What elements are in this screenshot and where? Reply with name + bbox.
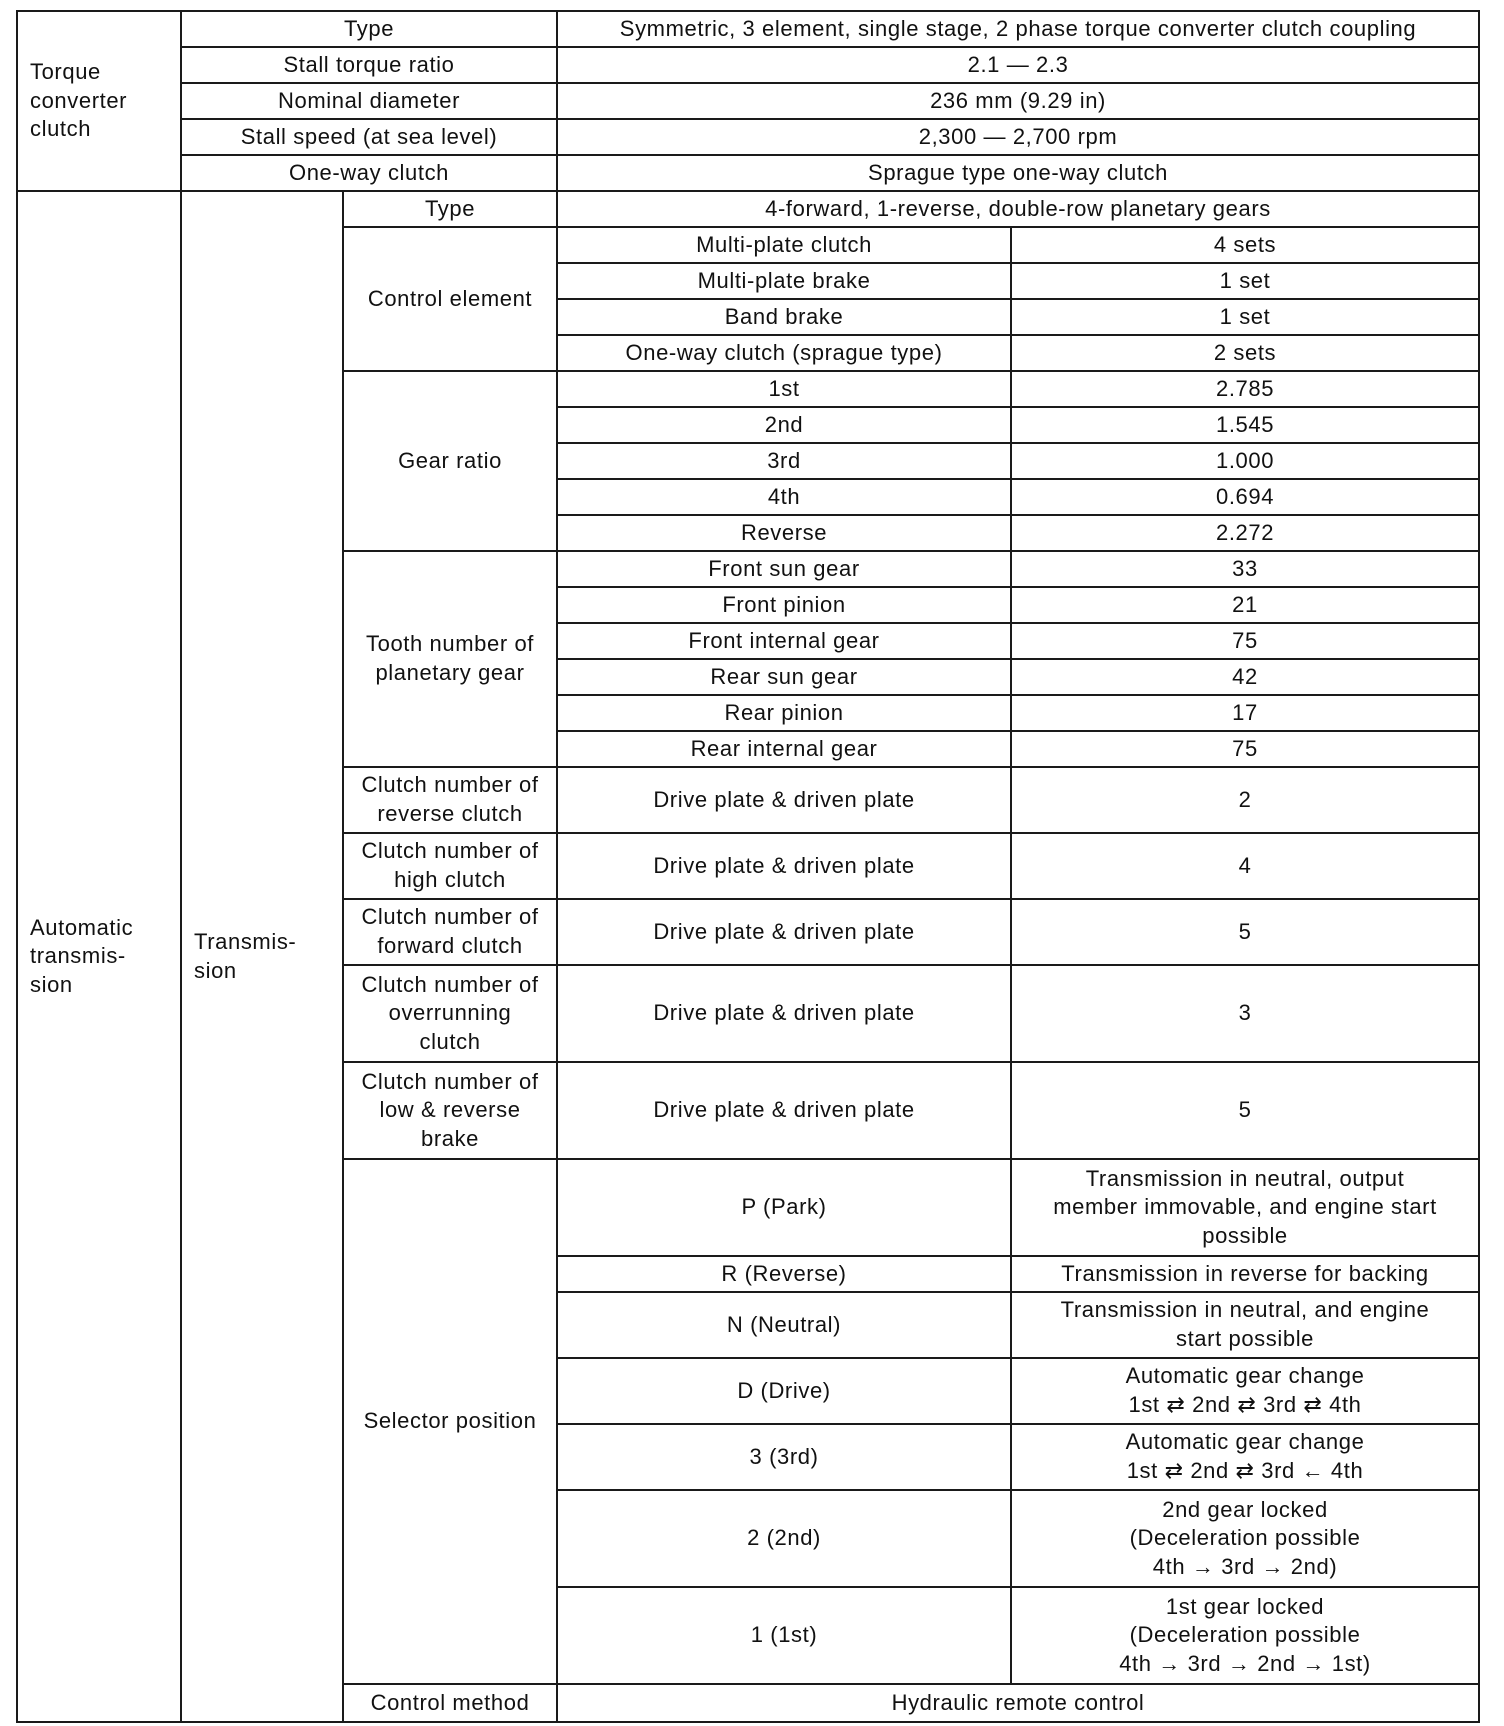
selector-item: N (Neutral) <box>557 1292 1011 1358</box>
gear-ratio-item: 4th <box>557 479 1011 515</box>
spec-sheet <box>16 10 1478 1715</box>
selector-value: Automatic gear change 1st ⇄ 2nd ⇄ 3rd ⇄ 4th <box>1011 1358 1479 1424</box>
clutch-number-value: 3 <box>1011 965 1479 1062</box>
gear-ratio-value: 2.785 <box>1011 371 1479 407</box>
selector-value: 1st gear locked (Deceleration possible 4th → 3rd → 2nd → 1st) <box>1011 1587 1479 1684</box>
tc-stall-torque-value: 2.1 — 2.3 <box>557 47 1479 83</box>
tooth-number-value: 33 <box>1011 551 1479 587</box>
tc-type-value: Symmetric, 3 element, single stage, 2 phase torque converter clutch coupling <box>557 11 1479 47</box>
clutch-number-value: 5 <box>1011 899 1479 965</box>
selector-position-label: Selector position <box>343 1159 557 1684</box>
tc-type-label: Type <box>181 11 557 47</box>
clutch-number-item: Drive plate & driven plate <box>557 899 1011 965</box>
tooth-number-value: 75 <box>1011 623 1479 659</box>
clutch-number-label: Clutch number of high clutch <box>343 833 557 899</box>
transmission-spec-table <box>16 10 1480 1723</box>
gear-ratio-value: 1.545 <box>1011 407 1479 443</box>
gear-ratio-label: Gear ratio <box>343 371 557 551</box>
tooth-number-item: Rear sun gear <box>557 659 1011 695</box>
tooth-number-value: 17 <box>1011 695 1479 731</box>
torque-converter-group-label: Torque converter clutch <box>17 11 181 191</box>
clutch-number-label: Clutch number of forward clutch <box>343 899 557 965</box>
clutch-number-label: Clutch number of low & reverse brake <box>343 1062 557 1159</box>
gear-ratio-item: 3rd <box>557 443 1011 479</box>
selector-value: Transmission in neutral, and engine start possible <box>1011 1292 1479 1358</box>
control-element-item: Multi-plate clutch <box>557 227 1011 263</box>
gear-ratio-item: Reverse <box>557 515 1011 551</box>
selector-item: D (Drive) <box>557 1358 1011 1424</box>
clutch-number-value: 2 <box>1011 767 1479 833</box>
clutch-number-item: Drive plate & driven plate <box>557 965 1011 1062</box>
tooth-number-value: 75 <box>1011 731 1479 767</box>
at-type-label: Type <box>343 191 557 227</box>
tc-one-way-clutch-label: One-way clutch <box>181 155 557 191</box>
tc-one-way-clutch-value: Sprague type one-way clutch <box>557 155 1479 191</box>
table-row <box>17 191 1479 227</box>
tooth-number-item: Front internal gear <box>557 623 1011 659</box>
clutch-number-label: Clutch number of overrunning clutch <box>343 965 557 1062</box>
tc-diameter-value: 236 mm (9.29 in) <box>557 83 1479 119</box>
tooth-number-value: 42 <box>1011 659 1479 695</box>
clutch-number-value: 4 <box>1011 833 1479 899</box>
clutch-number-value: 5 <box>1011 1062 1479 1159</box>
selector-item: 1 (1st) <box>557 1587 1011 1684</box>
tooth-number-value: 21 <box>1011 587 1479 623</box>
clutch-number-item: Drive plate & driven plate <box>557 767 1011 833</box>
at-type-value: 4-forward, 1-reverse, double-row planetary gears <box>557 191 1479 227</box>
control-element-value: 1 set <box>1011 263 1479 299</box>
table-row <box>17 119 1479 155</box>
tooth-number-item: Front pinion <box>557 587 1011 623</box>
automatic-transmission-group-label: Automatic transmis- sion <box>17 191 181 1722</box>
tooth-number-item: Front sun gear <box>557 551 1011 587</box>
table-row <box>17 83 1479 119</box>
tc-diameter-label: Nominal diameter <box>181 83 557 119</box>
tooth-number-item: Rear pinion <box>557 695 1011 731</box>
control-method-value: Hydraulic remote control <box>557 1684 1479 1722</box>
control-element-value: 4 sets <box>1011 227 1479 263</box>
selector-item: 3 (3rd) <box>557 1424 1011 1490</box>
tooth-number-item: Rear internal gear <box>557 731 1011 767</box>
control-element-value: 2 sets <box>1011 335 1479 371</box>
transmission-sub-label: Transmis- sion <box>181 191 343 1722</box>
gear-ratio-item: 1st <box>557 371 1011 407</box>
gear-ratio-value: 2.272 <box>1011 515 1479 551</box>
gear-ratio-value: 1.000 <box>1011 443 1479 479</box>
clutch-number-item: Drive plate & driven plate <box>557 1062 1011 1159</box>
table-row <box>17 47 1479 83</box>
tc-stall-speed-value: 2,300 — 2,700 rpm <box>557 119 1479 155</box>
selector-value: 2nd gear locked (Deceleration possible 4th → 3rd → 2nd) <box>1011 1490 1479 1587</box>
selector-value: Transmission in neutral, output member immovable, and engine start possible <box>1011 1159 1479 1256</box>
selector-value: Transmission in reverse for backing <box>1011 1256 1479 1292</box>
table-row <box>17 11 1479 47</box>
gear-ratio-value: 0.694 <box>1011 479 1479 515</box>
tooth-number-label: Tooth number of planetary gear <box>343 551 557 767</box>
gear-ratio-item: 2nd <box>557 407 1011 443</box>
selector-item: P (Park) <box>557 1159 1011 1256</box>
control-element-value: 1 set <box>1011 299 1479 335</box>
clutch-number-item: Drive plate & driven plate <box>557 833 1011 899</box>
selector-item: R (Reverse) <box>557 1256 1011 1292</box>
selector-value: Automatic gear change 1st ⇄ 2nd ⇄ 3rd ← 4th <box>1011 1424 1479 1490</box>
clutch-number-label: Clutch number of reverse clutch <box>343 767 557 833</box>
control-element-item: Multi-plate brake <box>557 263 1011 299</box>
tc-stall-torque-label: Stall torque ratio <box>181 47 557 83</box>
control-element-item: Band brake <box>557 299 1011 335</box>
table-row <box>17 155 1479 191</box>
tc-stall-speed-label: Stall speed (at sea level) <box>181 119 557 155</box>
control-element-item: One-way clutch (sprague type) <box>557 335 1011 371</box>
control-element-label: Control element <box>343 227 557 371</box>
control-method-label: Control method <box>343 1684 557 1722</box>
selector-item: 2 (2nd) <box>557 1490 1011 1587</box>
